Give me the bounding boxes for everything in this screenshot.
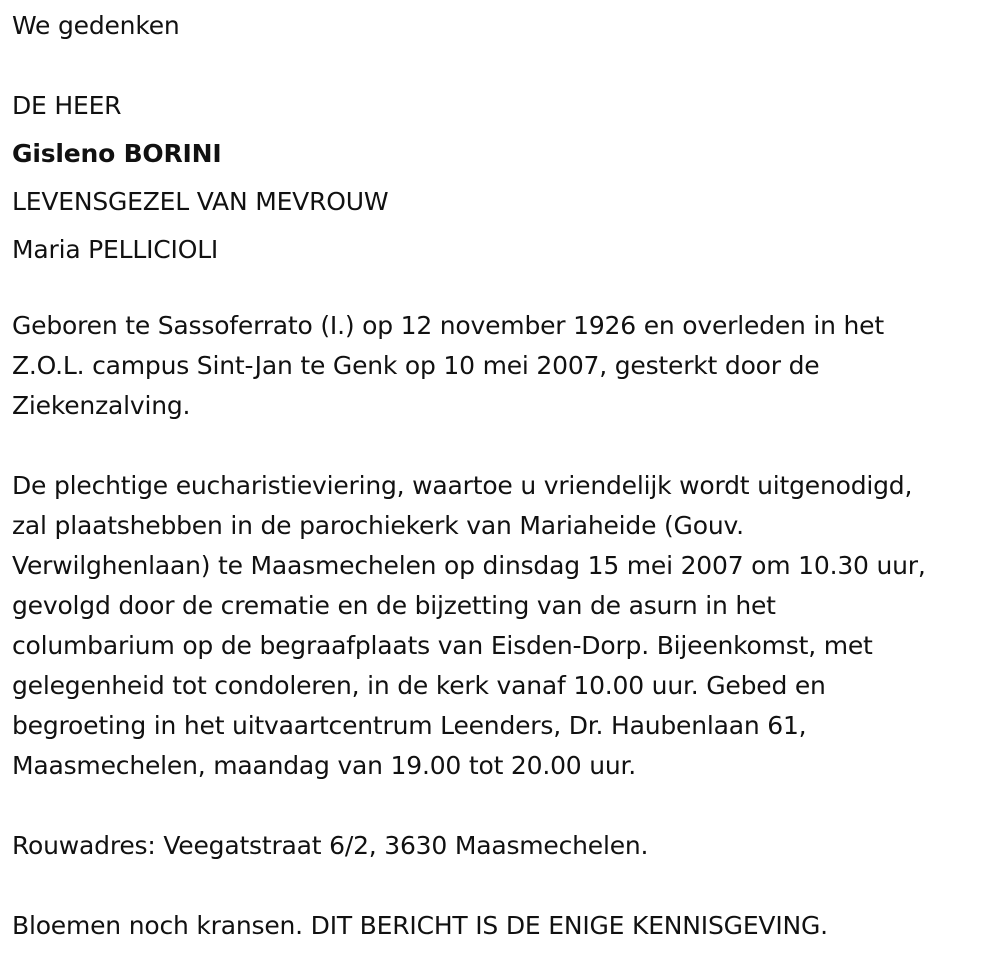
service-line: columbarium op de begraafplaats van Eisden-Dorp. Bijeenkomst, met — [12, 631, 873, 660]
service-line: zal plaatshebben in de parochiekerk van Mariaheide (Gouv. — [12, 511, 744, 540]
spacer — [12, 866, 988, 906]
service-line: De plechtige eucharistieviering, waartoe u vriendelijk wordt uitgenodigd, — [12, 471, 913, 500]
closing-line: Bloemen noch kransen. DIT BERICHT IS DE ENIGE KENNISGEVING. — [12, 911, 828, 940]
spacer — [12, 426, 988, 466]
service-line: Verwilghenlaan) te Maasmechelen op dinsdag 15 mei 2007 om 10.30 uur, — [12, 551, 926, 580]
service-line: begroeting in het uitvaartcentrum Leenders, Dr. Haubenlaan 61, — [12, 711, 807, 740]
service-line: Maasmechelen, maandag van 19.00 tot 20.00 uur. — [12, 751, 637, 780]
service-paragraph — [12, 466, 988, 786]
spacer — [12, 266, 988, 306]
birth-paragraph — [12, 306, 988, 426]
address-text — [12, 826, 988, 866]
address-line: Rouwadres: Veegatstraat 6/2, 3630 Maasmechelen. — [12, 831, 649, 860]
birth-line: Geboren te Sassoferrato (I.) op 12 november 1926 en overleden in het — [12, 311, 884, 340]
partner-name: Maria PELLICIOLI — [12, 235, 219, 264]
birth-line: Ziekenzalving. — [12, 391, 191, 420]
intro-text: We gedenken — [12, 11, 180, 40]
deceased-name: Gisleno BORINI — [12, 139, 222, 168]
closing-text — [12, 906, 988, 946]
birth-line: Z.O.L. campus Sint-Jan te Genk op 10 mei 2007, gesterkt door de — [12, 351, 820, 380]
service-line: gelegenheid tot condoleren, in de kerk vanaf 10.00 uur. Gebed en — [12, 671, 826, 700]
spacer — [12, 786, 988, 826]
title-text: DE HEER — [12, 91, 122, 120]
service-line: gevolgd door de crematie en de bijzetting van de asurn in het — [12, 591, 776, 620]
relation-text: LEVENSGEZEL VAN MEVROUW — [12, 187, 389, 216]
